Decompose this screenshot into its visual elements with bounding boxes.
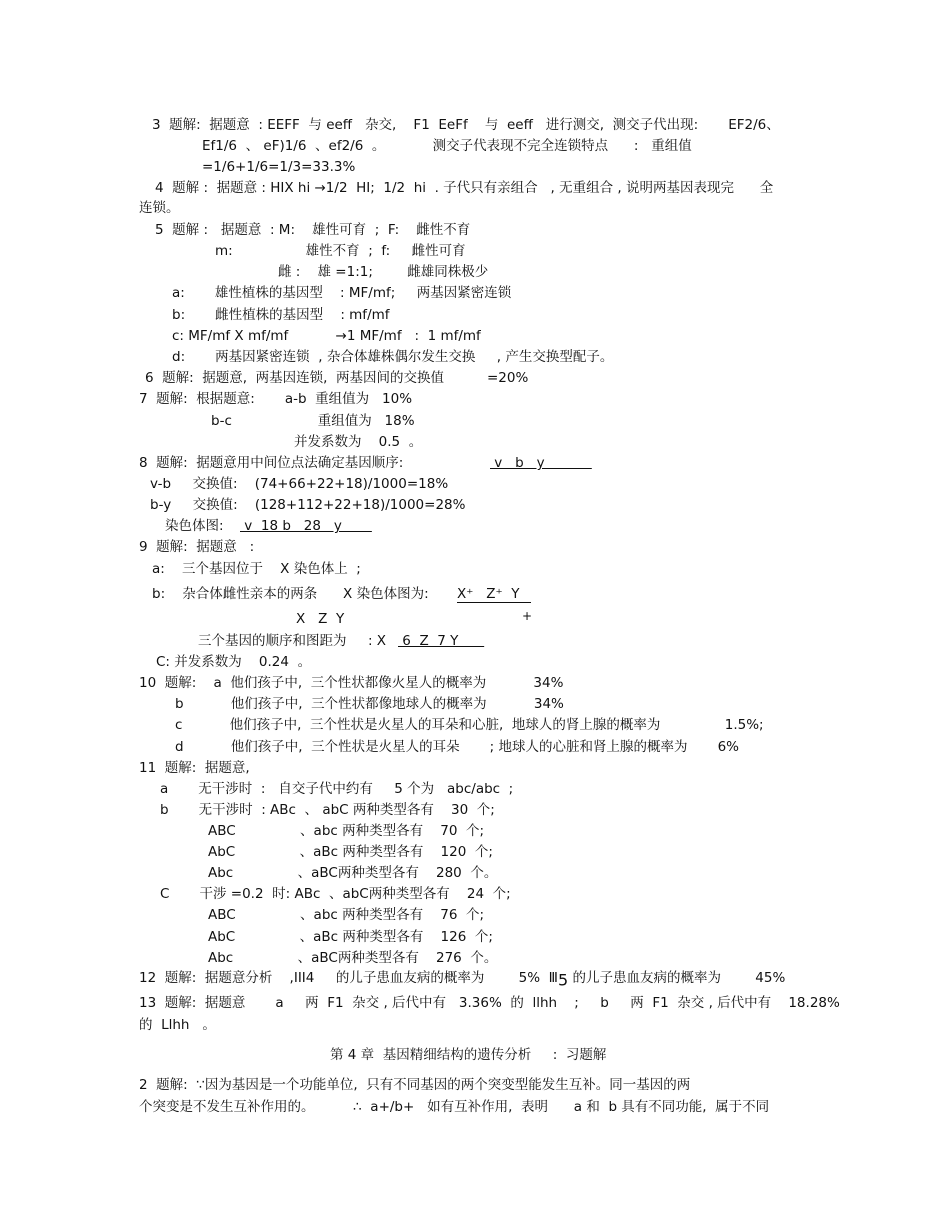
p11-c1: C 干涉 =0.2 时: ABc 、abC两种类型各有 24 个; bbox=[160, 886, 511, 902]
p11-line1: 11 题解: 据题意, bbox=[139, 760, 250, 776]
p11-c4: Abc 、aBC两种类型各有 276 个。 bbox=[208, 950, 498, 966]
p3-line3: =1/6+1/6=1/3=33.3% bbox=[202, 159, 356, 175]
p4-line1: 4 题解 : 据题意 : HIX hi →1/2 HI; 1/2 hi . 子代只有亲组合 , 无重组合 , 说明两基因表现完 全 bbox=[155, 180, 774, 196]
p11-b2: ABC 、abc 两种类型各有 70 个; bbox=[208, 823, 485, 839]
p12-part2: 的儿子患血友病的概率为 45% bbox=[568, 970, 786, 986]
p12-line bbox=[139, 969, 785, 990]
p9-plus: + bbox=[522, 609, 533, 623]
p9-chrom-divider bbox=[457, 602, 531, 603]
p5-line1: 5 题解 : 据题意 : M: 雄性可育 ; F: 雌性不育 bbox=[155, 222, 471, 238]
p13-line1: 13 题解: 据题意 a 两 F1 杂交 , 后代中有 3.36% 的 llhh ; b 两 F1 杂交 , 后代中有 18.28% bbox=[139, 995, 840, 1011]
p9-b-top-chrom: X⁺ Z⁺ Y bbox=[457, 586, 520, 602]
p8-line1: 8 题解: 据题意用中间位点法确定基因顺序: bbox=[139, 455, 404, 471]
p11-b1: b 无干涉时 : ABc 、 abC 两种类型各有 30 个; bbox=[160, 802, 495, 818]
p11-b4: Abc 、aBC两种类型各有 280 个。 bbox=[208, 865, 498, 881]
p8-by: b-y 交换值: (128+112+22+18)/1000=28% bbox=[150, 497, 466, 513]
p5-line2: m: 雄性不育 ; f: 雌性可育 bbox=[215, 243, 466, 259]
p5-line3: 雌 : 雄 =1:1; 雌雄同株极少 bbox=[278, 264, 489, 280]
p11-c3: AbC 、aBc 两种类型各有 126 个; bbox=[208, 929, 493, 945]
p10-d: d 他们孩子中, 三个性状是火星人的耳朵 ; 地球人的心脏和肾上腺的概率为 6% bbox=[175, 739, 739, 755]
p5-d: d: 两基因紧密连锁 , 杂合体雄株偶尔发生交换 , 产生交换型配子。 bbox=[172, 349, 614, 365]
p9-order-label: 三个基因的顺序和图距为 : X bbox=[198, 633, 387, 649]
p6-line: 6 题解: 据题意, 两基因连锁, 两基因间的交换值 =20% bbox=[145, 370, 529, 386]
p5-a: a: 雄性植株的基因型 : MF/mf; 两基因紧密连锁 bbox=[172, 285, 512, 301]
p8-gene-order: v b y bbox=[490, 455, 592, 471]
chapter-title: 第 4 章 基因精细结构的遗传分析 : 习题解 bbox=[330, 1047, 607, 1063]
p12-subscript: 5 bbox=[557, 970, 569, 990]
p11-a: a 无干涉时 : 自交子代中约有 5 个为 abc/abc ; bbox=[160, 781, 514, 797]
p4-line2: 连锁。 bbox=[139, 200, 180, 216]
ch4-p2-line2: 个突变是不发生互补作用的。 ∴ a+/b+ 如有互补作用, 表明 a 和 b 具有不同功能, 属于不同 bbox=[139, 1099, 770, 1115]
p11-c2: ABC 、abc 两种类型各有 76 个; bbox=[208, 907, 485, 923]
p9-a: a: 三个基因位于 X 染色体上 ; bbox=[152, 561, 361, 577]
ch4-p2-line1: 2 题解: ∵因为基因是一个功能单位, 只有不同基因的两个突变型能发生互补。同一基因的两 bbox=[139, 1077, 691, 1093]
p5-b: b: 雌性植株的基因型 : mf/mf bbox=[172, 307, 390, 323]
p7-line1: 7 题解: 根据题意: a-b 重组值为 10% bbox=[139, 391, 413, 407]
p5-c: c: MF/mf X mf/mf →1 MF/mf : 1 mf/mf bbox=[172, 328, 481, 344]
p10-b: b 他们孩子中, 三个性状都像地球人的概率为 34% bbox=[175, 696, 564, 712]
p10-a: 10 题解: a 他们孩子中, 三个性状都像火星人的概率为 34% bbox=[139, 675, 564, 691]
p13-line2: 的 Llhh 。 bbox=[139, 1017, 216, 1033]
p8-vb: v-b 交换值: (74+66+22+18)/1000=18% bbox=[150, 476, 449, 492]
p7-line2: b-c 重组值为 18% bbox=[211, 413, 415, 429]
p9-order-value: 6 Z 7 Y bbox=[398, 633, 485, 649]
p10-c: c 他们孩子中, 三个性状是火星人的耳朵和心脏, 地球人的肾上腺的概率为 1.5%; bbox=[175, 717, 764, 733]
p7-line3: 并发系数为 0.5 。 bbox=[294, 434, 423, 450]
p9-line1: 9 题解: 据题意 : bbox=[139, 539, 255, 555]
p3-line2: Ef1/6 、 eF)1/6 、ef2/6 。 测交子代表现不完全连锁特点 : 重组值 bbox=[202, 138, 692, 154]
p3-line1: 3 题解: 据题意 : EEFF 与 eeff 杂交, F1 EeFf 与 eeff 进行测交, 测交子代出现: EF2/6、 bbox=[152, 117, 780, 133]
p12-part1: 12 题解: 据题意分析 ,III4 的儿子患血友病的概率为 5% Ⅲ bbox=[139, 970, 558, 986]
p9-b-bottom-chrom: X Z Y bbox=[296, 611, 345, 627]
p11-b3: AbC 、aBc 两种类型各有 120 个; bbox=[208, 844, 493, 860]
p9-c: C: 并发系数为 0.24 。 bbox=[156, 654, 312, 670]
p9-b: b: 杂合体雌性亲本的两条 X 染色体图为: bbox=[152, 586, 429, 602]
p8-chrom-label: 染色体图: bbox=[165, 518, 224, 534]
p8-chrom-map: v 18 b 28 y bbox=[240, 518, 372, 534]
